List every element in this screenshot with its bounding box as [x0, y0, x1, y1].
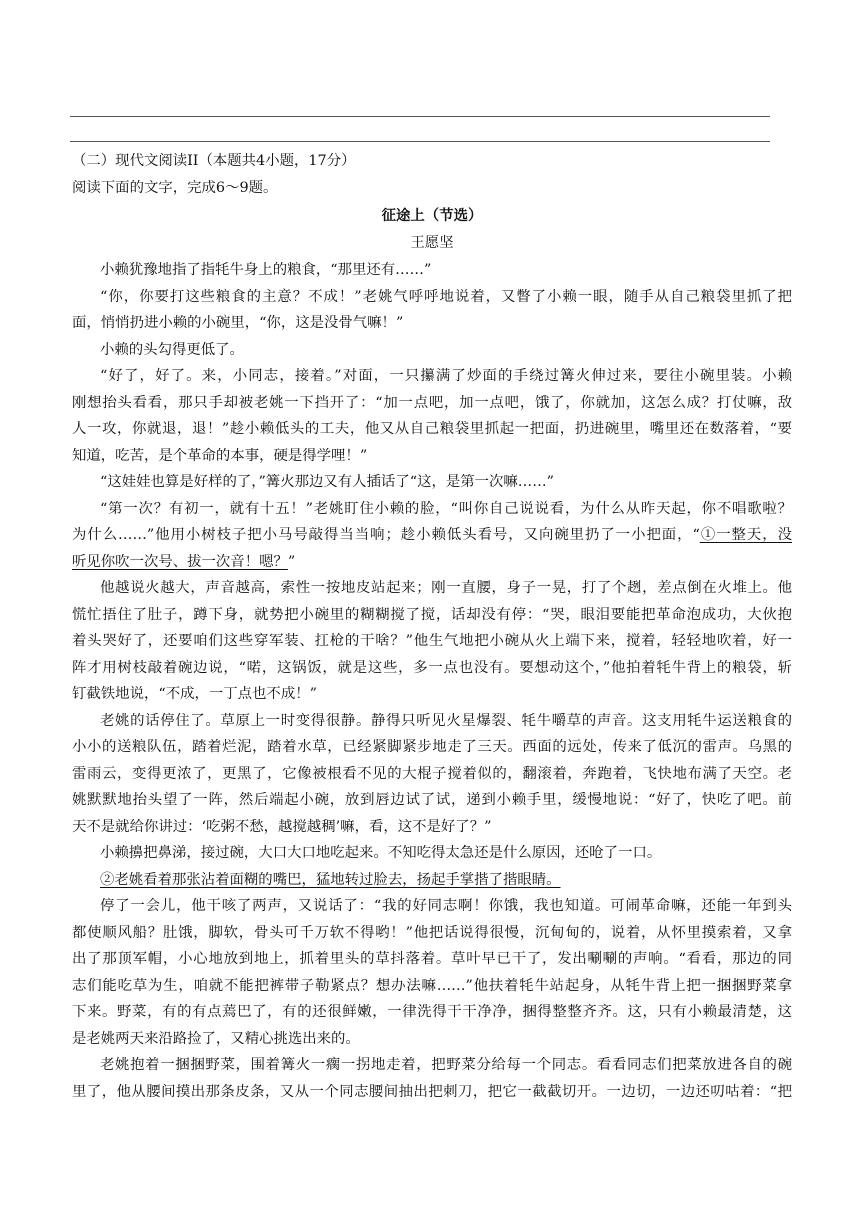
line-text: 都使顺风船？肚饿，脚软，骨头可千万软不得哟！”他把话说得很慢，沉甸甸的，说着，从怀里摸索着，又拿 [72, 924, 792, 941]
passage-line [72, 708, 792, 735]
line-text: 小赖犹豫地指了指牦牛身上的粮食，“那里还有……” [100, 262, 432, 278]
line-text: 面，悄悄扔进小赖的小碗里，“你，这是没骨气嘛！” [72, 315, 404, 331]
passage-line [72, 1026, 792, 1053]
passage-line [72, 761, 792, 788]
line-text: 出了那顶军帽，小心地放到地上，抓着里头的草抖落着。草叶早已干了，发出唰唰的声响。“看看，那边的同 [72, 951, 792, 967]
instruction-text: 阅读下面的文字，完成6～9题。 [72, 179, 278, 196]
passage-line [72, 973, 792, 1000]
passage-line [72, 999, 792, 1026]
line-text: 小赖的头勾得更低了。 [100, 341, 244, 358]
line-text: “第一次？有初一，就有十五！”老姚盯住小赖的脸，“叫你自己说说看，为什么从昨天起，你不唱歌啦？ [100, 500, 792, 517]
passage-line [72, 575, 792, 602]
underlined-text: ①一整天，没 [699, 527, 792, 543]
line-text: 钉截铁地说，“不成，一丁点也不成！” [72, 686, 317, 702]
passage-line [72, 840, 792, 867]
passage-line [72, 681, 792, 708]
line-text: 人一攻，你就退，退！”趁小赖低头的工夫，他又从自己粮袋里抓起一把面，扔进碗里，嘴里还在数落着，“要 [72, 421, 792, 437]
underlined-text: 听见你吹一次号、拔一次音！嗯？ [72, 553, 288, 570]
passage-line [72, 363, 792, 390]
line-text: “好了，好了。来，小同志，接着。”对面，一只攥满了炒面的手绕过篝火伸过来，要往小碗里装。小赖 [100, 368, 792, 384]
line-text: 刚想抬头看看，那只手却被老姚一下挡开了：“加一点吧，加一点吧，饿了，你就加，这怎么成？打仗嘛，敌 [72, 394, 792, 411]
passage-line [72, 469, 792, 496]
passage-line [72, 1079, 792, 1106]
passage-line [72, 867, 792, 894]
line-text: 阵才用树枝敲着碗边说，“喏，这锅饭，就是这些，多一点也没有。要想动这个，”他拍着牦牛背上的粮袋，斩 [72, 659, 792, 676]
passage-line [72, 337, 792, 364]
line-text: “这娃娃也算是好样的了，”篝火那边又有人插话了“这，是第一次嘛……” [100, 474, 554, 490]
answer-line-1 [70, 116, 770, 117]
underlined-text: ②老姚看着那张沾着面糊的嘴巴，猛地转过脸去，扬起手掌揩了揩眼睛。 [100, 871, 561, 888]
passage-line [72, 496, 792, 523]
line-text: 姚默默地抬头望了一阵，然后端起小碗，放到唇边试了试，递到小赖手里，缓慢地说：“好了，快吃了吧。前 [72, 792, 792, 808]
passage-line [72, 310, 792, 337]
section-header: （二）现代文阅读II（本题共4小题，17分） [72, 153, 356, 169]
line-text: 他越说火越大，声音越高，索性一按地皮站起来；刚一直腰，身子一晃，打了个趔，差点倒在火堆上。他 [100, 580, 792, 596]
reading-passage [72, 148, 792, 1105]
passage-line [72, 522, 792, 549]
passage-line [72, 390, 792, 417]
passage-line [72, 655, 792, 682]
line-text: 着头哭好了，还要咱们这些穿军装、扛枪的干啥？”他生气地把小碗从火上端下来，搅着，轻轻地吹着，好一 [72, 633, 792, 649]
passage-line [72, 734, 792, 761]
line-text: 志们能吃草为生，咱就不能把裤带子勒紧点？想办法嘛……”他扶着牦牛站起身，从牦牛背上把一捆捆野菜拿 [72, 977, 792, 994]
passage-line [72, 602, 792, 629]
passage-line [72, 814, 792, 841]
line-text: 下来。野菜，有的有点蔫巴了，有的还很鲜嫩，一律洗得干干净净，捆得整整齐齐。这，只有小赖最清楚，这 [72, 1004, 792, 1020]
passage-line [72, 1052, 792, 1079]
line-text: 雷雨云，变得更浓了，更黑了，它像被根看不见的大棍子搅着似的，翻滚着，奔跑着，飞快地布满了天空。老 [72, 765, 792, 782]
passage-line [72, 257, 792, 284]
passage-author: 王愿坚 [410, 235, 454, 251]
line-text: 为什么……”他用小树枝子把小马号敲得当当响；趁小赖低头看号，又向碗里扔了一小把面，“ [72, 527, 700, 543]
passage-line [72, 787, 792, 814]
line-text: “你，你要打这些粮食的主意？不成！”老姚气呼呼地说着，又瞥了小赖一眼，随手从自己粮袋里抓了把 [100, 288, 792, 305]
line-text: 停了一会儿，他干咳了两声，又说话了：“我的好同志啊！你饿，我也知道。可闹革命嘛，还能一年到头 [100, 898, 792, 914]
line-text: 老姚的话停住了。草原上一时变得很静。静得只听见火星爆裂、牦牛嚼草的声音。这支用牦牛运送粮食的 [100, 712, 792, 729]
line-text: 慌忙捂住了肚子，蹲下身，就势把小碗里的糊糊搅了搅，话却没有停：“哭，眼泪要能把革命泡成功，大伙抱 [72, 606, 792, 623]
passage-title: 征途上（节选） [381, 207, 483, 224]
line-text: 天不是就给你讲过：‘吃粥不愁，越搅越稠’嘛，看，这不是好了？” [72, 818, 492, 835]
passage-line [72, 628, 792, 655]
line-text: 小小的送粮队伍，踏着烂泥，踏着水草，已经紧脚紧步地走了三天。西面的远处，传来了低沉的雷声。乌黑的 [72, 739, 792, 755]
passage-line [72, 920, 792, 947]
passage-line [72, 549, 792, 576]
line-text: 小赖擤把鼻涕，接过碗，大口大口地吃起来。不知吃得太急还是什么原因，还呛了一口。 [100, 845, 662, 861]
answer-line-2 [70, 141, 770, 142]
passage-line [72, 946, 792, 973]
line-text: 里了，他从腰间摸出那条皮条，又从一个同志腰间抽出把刺刀，把它一截截切开。一边切，一边还叨咕着：“把 [72, 1083, 792, 1100]
line-text: 老姚抱着一捆捆野菜，围着篝火一瘸一拐地走着，把野菜分给每一个同志。看看同志们把菜放进各自的碗 [100, 1057, 792, 1073]
line-text: ” [287, 553, 296, 570]
passage-line [72, 443, 792, 470]
passage-line [72, 893, 792, 920]
line-text: 是老姚两天来沿路捡了，又精心挑选出来的。 [72, 1030, 360, 1047]
passage-line [72, 416, 792, 443]
line-text: 知道，吃苦，是个革命的本事，硬是得学哩！” [72, 447, 368, 464]
passage-body [72, 257, 792, 1105]
passage-line [72, 284, 792, 311]
